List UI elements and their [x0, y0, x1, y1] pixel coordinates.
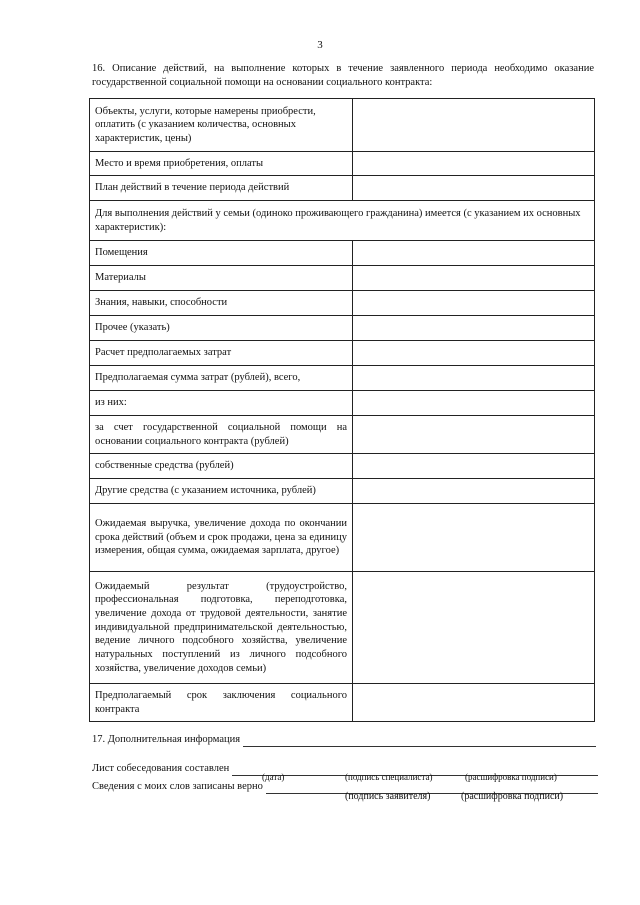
row-value-cell[interactable]: [353, 152, 595, 176]
row-label: из них:: [90, 391, 353, 416]
row-value-cell[interactable]: [353, 479, 595, 504]
row-label: собственные средства (рублей): [90, 454, 353, 479]
row-value-cell[interactable]: [353, 572, 595, 684]
applicant-signature-caption: (подпись заявителя): [345, 791, 431, 802]
row-value-cell[interactable]: [353, 366, 595, 391]
row-value-cell[interactable]: [353, 291, 595, 316]
row-value-cell[interactable]: [353, 416, 595, 454]
row-value-cell[interactable]: [353, 176, 595, 201]
table-row: [90, 316, 595, 341]
row-value-cell[interactable]: [353, 316, 595, 341]
additional-info-label: 17. Дополнительная информация: [92, 734, 241, 745]
additional-info-row: [92, 733, 596, 747]
row-value-cell[interactable]: [353, 454, 595, 479]
table-row: [90, 152, 595, 176]
table-row: [90, 504, 595, 572]
row-value-cell[interactable]: [353, 504, 595, 572]
row-value-cell[interactable]: [353, 391, 595, 416]
table-row: [90, 201, 595, 241]
table-row: [90, 99, 595, 152]
row-value-cell[interactable]: [353, 684, 595, 722]
table-row: [90, 479, 595, 504]
row-label: Место и время приобретения, оплаты: [90, 152, 353, 176]
row-label-wide: Для выполнения действий у семьи (одиноко проживающего гражданина) имеется (с указанием их основных характеристик):: [90, 201, 595, 241]
table-row: [90, 176, 595, 201]
table-row: [90, 366, 595, 391]
row-value-cell[interactable]: [353, 99, 595, 152]
statement-label: Сведения с моих слов записаны верно: [92, 781, 263, 792]
table-row: [90, 684, 595, 722]
row-label: Прочее (указать): [90, 316, 353, 341]
row-value-cell[interactable]: [353, 266, 595, 291]
actions-table: [89, 98, 595, 722]
table-row: [90, 291, 595, 316]
row-label: Другие средства (с указанием источника, рублей): [90, 479, 353, 504]
row-label: Ожидаемая выручка, увеличение дохода по окончании срока действий (объем и срок продажи, цена за единицу измерения, общая сумма, ожидаемая зарплата, другое): [90, 504, 353, 572]
applicant-name-caption: (расшифровка подписи): [461, 791, 564, 802]
row-label: Помещения: [90, 241, 353, 266]
row-value-cell[interactable]: [353, 341, 595, 366]
row-label: Предполагаемый срок заключения социального контракта: [90, 684, 353, 722]
additional-info-field[interactable]: [243, 735, 596, 747]
section-16-heading: 16. Описание действий, на выполнение которых в течение заявленного периода необходимо оказание государственной социальной помощи на основании социального контракта:: [92, 63, 594, 88]
row-label: План действий в течение периода действий: [90, 176, 353, 201]
table-row: [90, 391, 595, 416]
table-row: [90, 266, 595, 291]
table-row: [90, 416, 595, 454]
table-row: [90, 241, 595, 266]
table-row: [90, 341, 595, 366]
row-label: Объекты, услуги, которые намерены приобрести, оплатить (с указанием количества, основных характеристик, цены): [90, 99, 353, 152]
row-label: Знания, навыки, способности: [90, 291, 353, 316]
row-label: за счет государственной социальной помощи на основании социального контракта (рублей): [90, 416, 353, 454]
row-label: Предполагаемая сумма затрат (рублей), всего,: [90, 366, 353, 391]
specialist-name-caption: (расшифровка подписи): [465, 772, 557, 782]
table-row: [90, 572, 595, 684]
table-row: [90, 454, 595, 479]
specialist-signature-caption: (подпись специалиста): [345, 772, 433, 782]
row-label: Материалы: [90, 266, 353, 291]
interview-label: Лист собеседования составлен: [92, 763, 230, 774]
row-label: Расчет предполагаемых затрат: [90, 341, 353, 366]
date-caption: (дата): [262, 772, 285, 782]
page-number: 3: [317, 39, 323, 51]
row-value-cell[interactable]: [353, 241, 595, 266]
row-label: Ожидаемый результат (трудоустройство, профессиональная подготовка, переподготовка, увеличение дохода от трудовой деятельности, занятие индивидуальной предпринимательской деятельностью, ведение личного подсобного хозяйства, увеличение натуральных поступлений из личного подсобного хозяйства, увеличение доходов семьи): [90, 572, 353, 684]
